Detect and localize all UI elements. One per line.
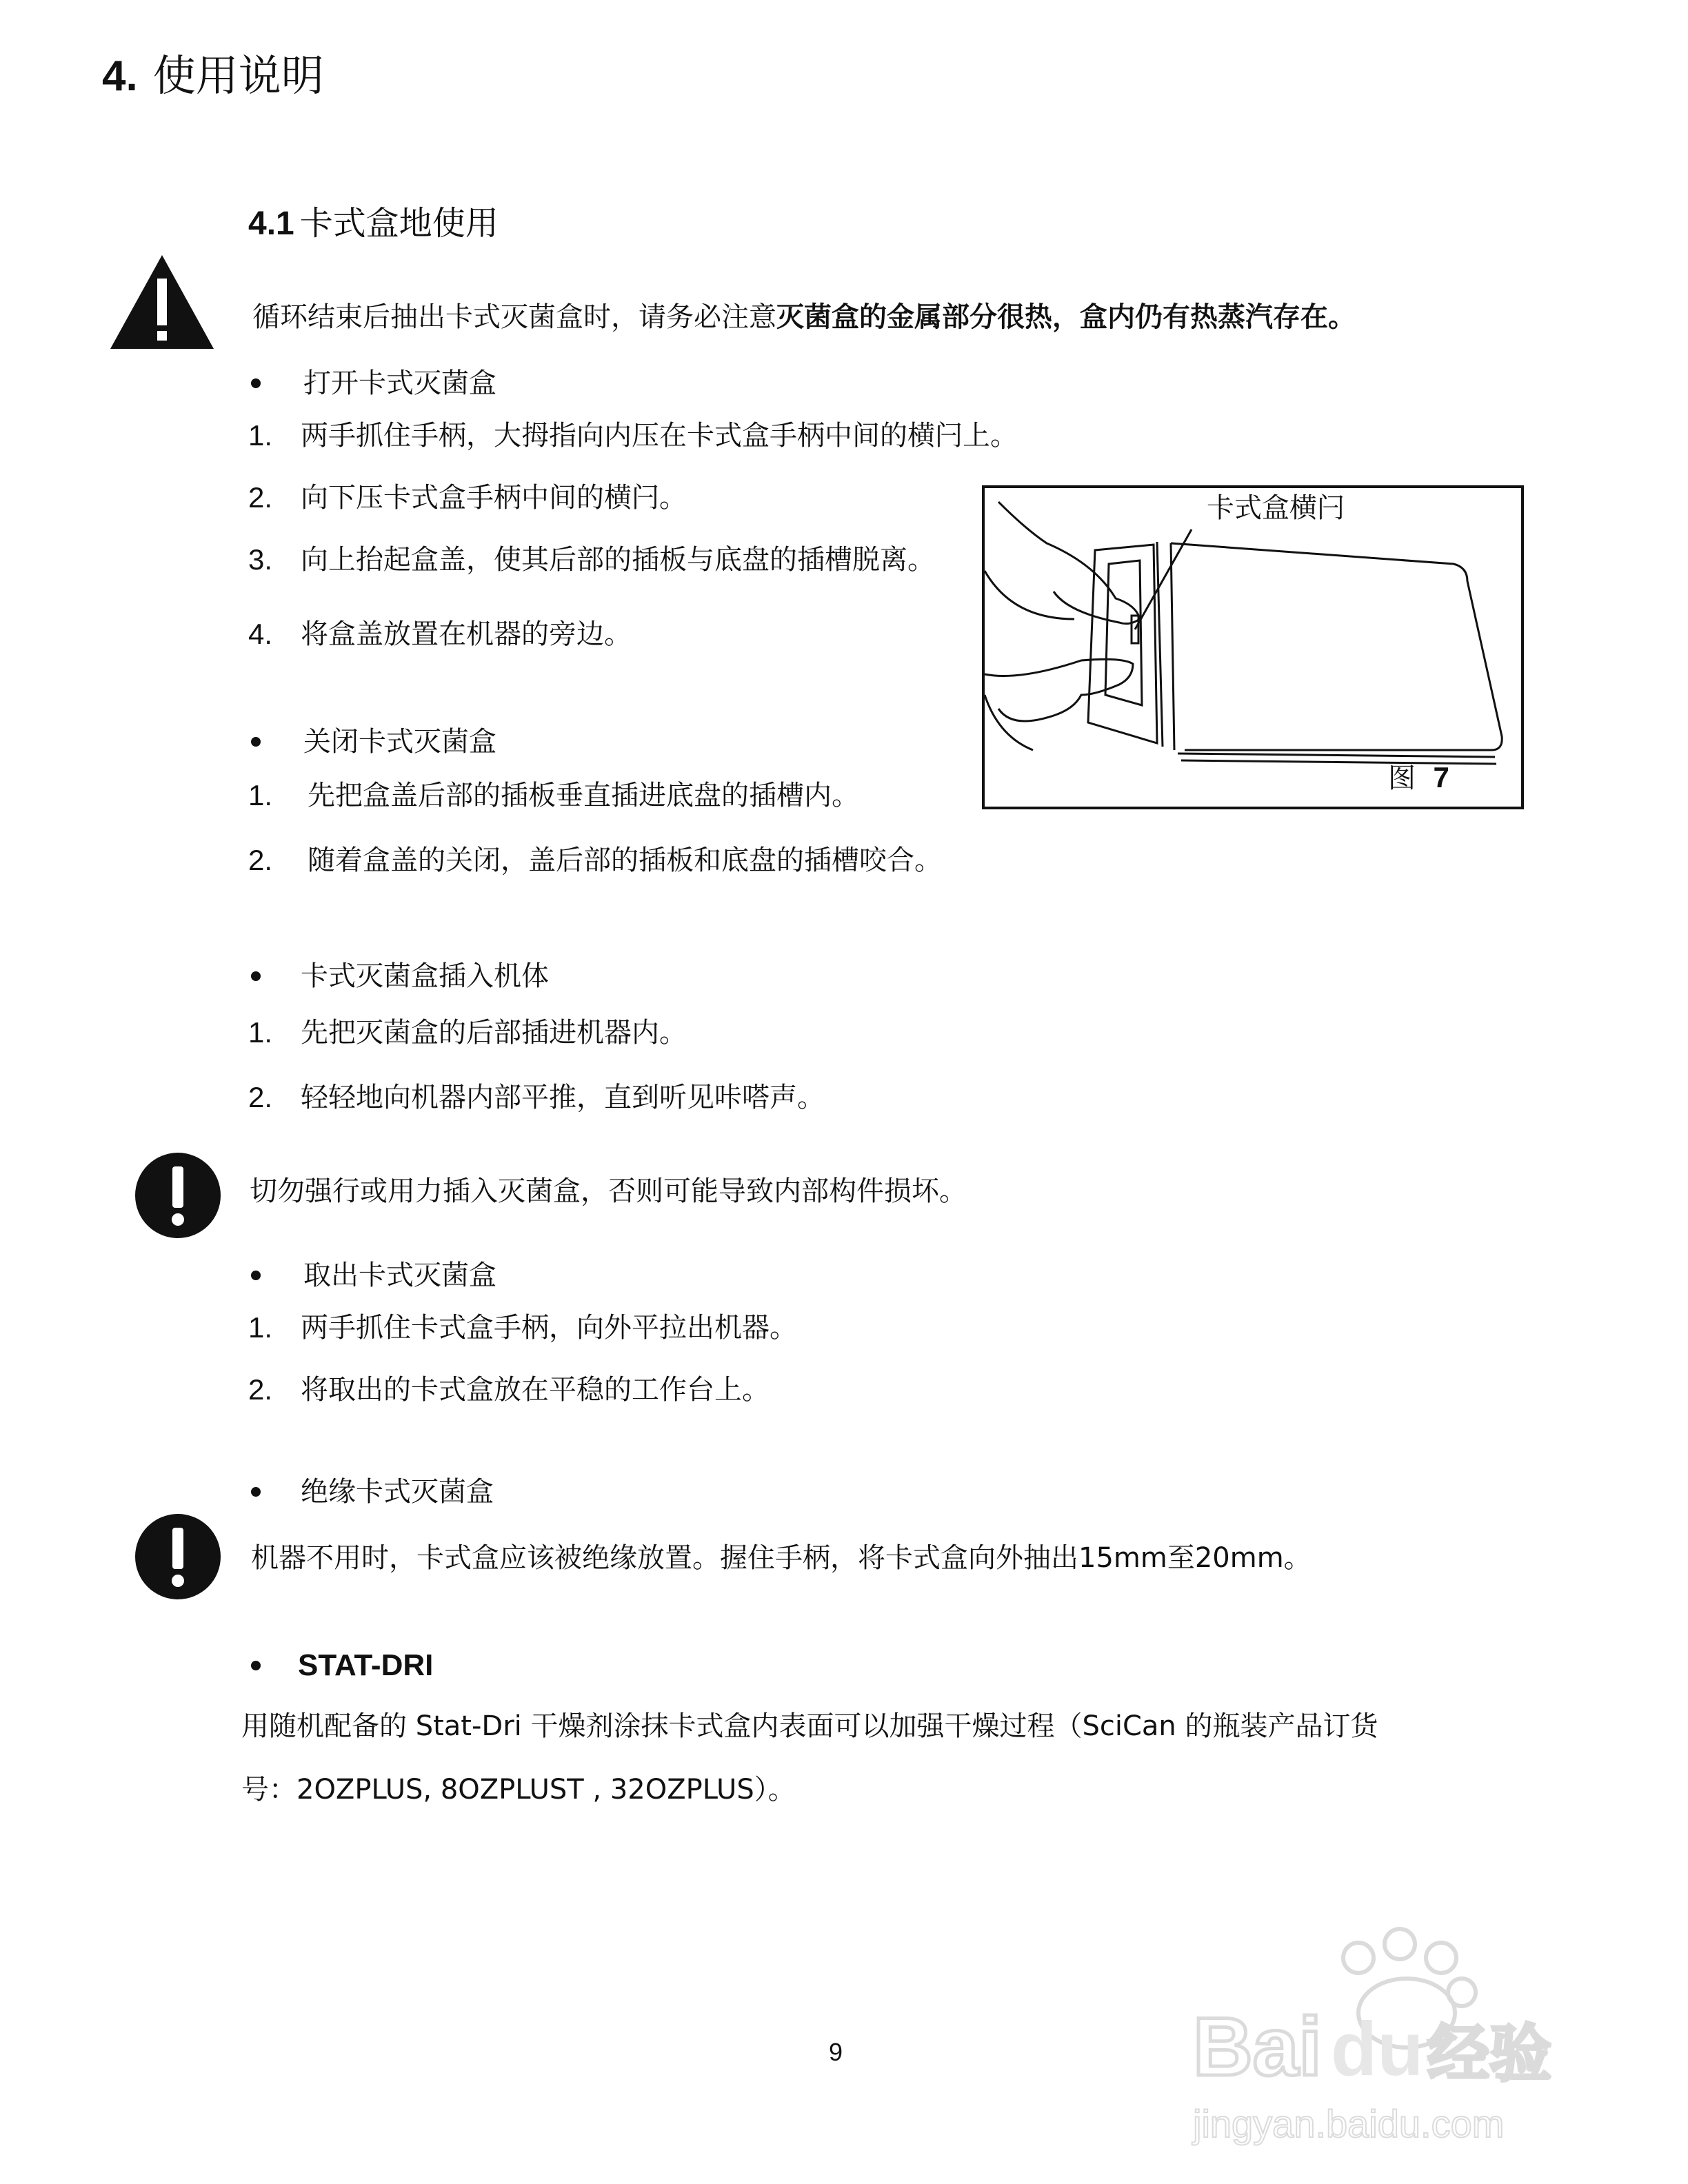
- step-text: 向上抬起盒盖，使其后部的插板与底盘的插槽脱离。: [301, 544, 935, 576]
- bullet: [251, 378, 261, 388]
- section-title-text: 使用说明: [152, 50, 324, 101]
- svg-text:经验: 经验: [1427, 2018, 1551, 2090]
- svg-text:du: du: [1331, 2007, 1424, 2092]
- step-number: 1.: [248, 779, 273, 811]
- step-text: 两手抓住卡式盒手柄，向外平拉出机器。: [301, 1312, 797, 1344]
- step-number: 1.: [248, 1311, 273, 1344]
- paw-logo-icon: [1186, 1903, 1572, 2151]
- figure-caption: [1388, 760, 1449, 796]
- statdri-text-line1: 用随机配备的 Stat-Dri 干燥剂涂抹卡式盒内表面可以加强干燥过程（SciCan 的瓶装产品订货: [241, 1710, 1378, 1742]
- subsection-number: 4.1: [248, 205, 294, 242]
- step-text: 随着盒盖的关闭，盖后部的插板和底盘的插槽咬合。: [308, 845, 942, 876]
- statdri-text-line2: 号：2OZPLUS, 8OZPLUST , 32OZPLUS）。: [241, 1774, 796, 1806]
- step-text: 将取出的卡式盒放在平稳的工作台上。: [301, 1374, 770, 1406]
- warning-triangle-icon: [110, 255, 214, 349]
- step-text: 两手抓住手柄，大拇指向内压在卡式盒手柄中间的横闩上。: [301, 420, 1018, 452]
- section-title: [102, 48, 324, 104]
- figure-caption-number: 7: [1433, 761, 1449, 793]
- svg-text:jingyan.baidu.com: jingyan.baidu.com: [1193, 2102, 1505, 2145]
- warning-text-normal: 循环结束后抽出卡式灭菌盒时，请务必注意: [252, 301, 776, 333]
- svg-text:Bai: Bai: [1193, 2001, 1322, 2093]
- insulate-text: 机器不用时，卡式盒应该被绝缘放置。握住手柄，将卡式盒向外抽出15mm至20mm。: [251, 1542, 1312, 1574]
- figure-callout: 卡式盒横闩: [1207, 492, 1345, 524]
- step-text: 先把盒盖后部的插板垂直插进底盘的插槽内。: [308, 780, 859, 811]
- warning-text: [252, 300, 1356, 334]
- step-number: 3.: [248, 543, 273, 576]
- bullet: [251, 737, 261, 747]
- close-heading: 关闭卡式灭菌盒: [303, 726, 496, 758]
- page-number: 9: [829, 2038, 843, 2066]
- step-number: 2.: [248, 1373, 273, 1406]
- step-text: 向下压卡式盒手柄中间的横闩。: [301, 482, 687, 514]
- exclamation-circle-icon: [135, 1514, 221, 1599]
- insert-heading: 卡式灭菌盒插入机体: [301, 960, 549, 992]
- bullet: [251, 1487, 261, 1497]
- baidu-watermark: [1186, 1903, 1572, 2151]
- statdri-heading: STAT-DRI: [298, 1648, 434, 1682]
- open-heading: 打开卡式灭菌盒: [303, 367, 496, 399]
- section-number: 4.: [102, 52, 138, 100]
- bullet: [251, 1271, 261, 1280]
- caution-text: 切勿强行或用力插入灭菌盒，否则可能导致内部构件损坏。: [250, 1175, 967, 1207]
- exclamation-circle-icon: [135, 1153, 221, 1238]
- subsection-title: [248, 203, 499, 245]
- step-number: 2.: [248, 844, 273, 876]
- figure-caption-label: 图: [1388, 762, 1416, 794]
- step-number: 2.: [248, 481, 273, 514]
- bullet: [251, 1661, 261, 1670]
- step-text: 轻轻地向机器内部平推，直到听见咔嗒声。: [301, 1082, 825, 1113]
- step-text: 将盒盖放置在机器的旁边。: [301, 618, 632, 650]
- step-number: 1.: [248, 1016, 273, 1049]
- remove-heading: 取出卡式灭菌盒: [303, 1260, 496, 1291]
- step-number: 4.: [248, 618, 273, 650]
- warning-text-bold: 灭菌盒的金属部分很热，盒内仍有热蒸汽存在。: [776, 301, 1356, 333]
- figure-7: [982, 485, 1524, 809]
- cassette-illustration: [985, 488, 1521, 807]
- step-number: 2.: [248, 1081, 273, 1113]
- step-number: 1.: [248, 419, 273, 452]
- insulate-heading: 绝缘卡式灭菌盒: [301, 1476, 494, 1508]
- step-text: 先把灭菌盒的后部插进机器内。: [301, 1017, 687, 1049]
- subsection-title-text: 卡式盒地使用: [299, 204, 499, 243]
- bullet: [251, 971, 261, 981]
